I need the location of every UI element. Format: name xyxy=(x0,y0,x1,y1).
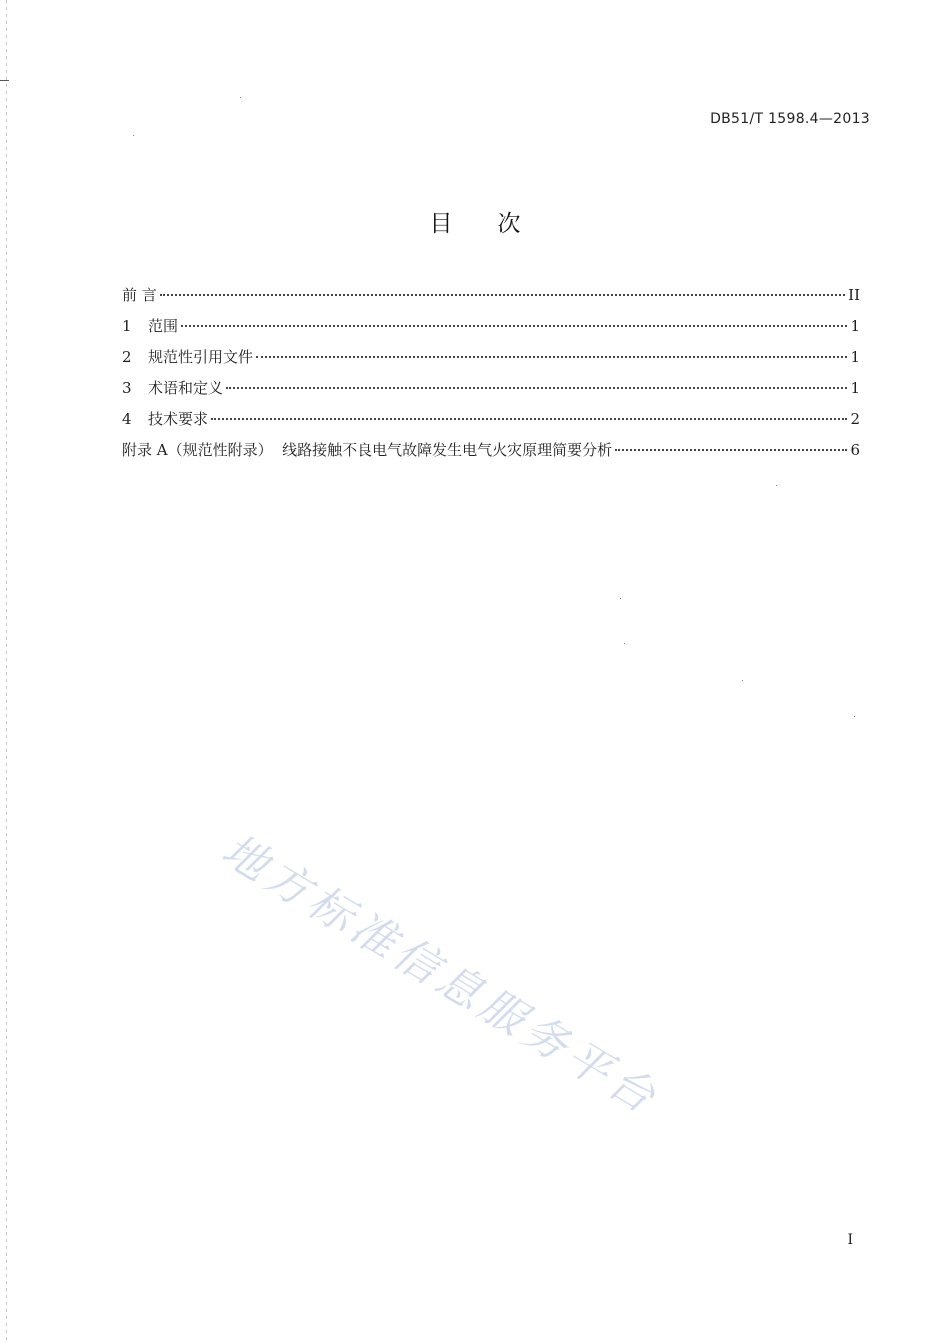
toc-entry-normative-references[interactable] xyxy=(122,345,860,376)
scan-edge-mark xyxy=(0,80,9,81)
toc-entry-number: 2 xyxy=(122,348,132,366)
toc-entry-page: II xyxy=(848,286,860,304)
toc-leader-dots xyxy=(160,284,845,296)
toc-leader-dots xyxy=(256,346,847,358)
toc-entry-number: 1 xyxy=(122,317,132,335)
scan-edge-line xyxy=(6,0,7,1344)
table-of-contents xyxy=(122,283,860,469)
toc-entry-label: 技术要求 xyxy=(148,410,209,428)
page-number: I xyxy=(847,1232,853,1248)
toc-leader-dots xyxy=(615,439,847,451)
toc-entry-label: 附录 A（规范性附录） 线路接触不良电气故障发生电气火灾原理简要分析 xyxy=(122,441,613,459)
toc-entry-number: 3 xyxy=(122,379,132,397)
toc-leader-dots xyxy=(181,315,847,327)
scan-speck xyxy=(133,135,134,136)
toc-entry-page: 6 xyxy=(850,441,860,459)
toc-leader-dots xyxy=(211,408,847,420)
toc-entry-label: 前 言 xyxy=(122,286,157,304)
toc-title: 目次 xyxy=(429,211,566,237)
toc-entry-scope[interactable] xyxy=(122,314,860,345)
document-code: DB51/T 1598.4—2013 xyxy=(710,111,870,127)
toc-entry-page: 2 xyxy=(850,410,860,428)
scan-speck xyxy=(240,97,241,98)
scan-speck xyxy=(742,680,743,681)
toc-entry-terms-definitions[interactable] xyxy=(122,376,860,407)
toc-leader-dots xyxy=(226,377,847,389)
toc-entry-technical-requirements[interactable] xyxy=(122,407,860,438)
toc-entry-foreword[interactable] xyxy=(122,283,860,314)
scan-speck xyxy=(624,643,625,644)
toc-entry-label: 规范性引用文件 xyxy=(148,348,254,366)
toc-entry-page: 1 xyxy=(850,379,860,397)
toc-entry-appendix-a[interactable] xyxy=(122,438,860,469)
toc-entry-page: 1 xyxy=(850,348,860,366)
watermark-text: 地方标准信息服务平台 xyxy=(213,824,668,1126)
toc-entry-label: 术语和定义 xyxy=(148,379,224,397)
toc-entry-number: 4 xyxy=(122,410,132,428)
scan-speck xyxy=(776,485,777,486)
scan-speck xyxy=(854,716,855,717)
toc-entry-page: 1 xyxy=(850,317,860,335)
toc-entry-label: 范围 xyxy=(148,317,179,335)
scan-speck xyxy=(620,598,621,599)
